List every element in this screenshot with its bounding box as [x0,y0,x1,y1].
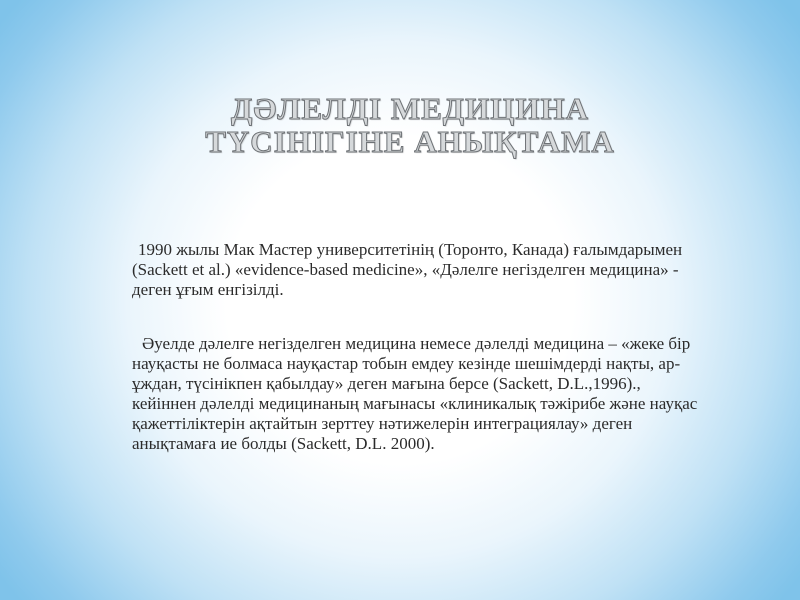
paragraph-2: Әуелде дәлелге негізделген медицина немесе дәлелді медицина – «жеке бір науқасты не болмаса науқастар тобын емдеу кезінде шешімдерді нақты, ар-ұждан, түсінікпен қабылдау» деген мағына берсе (Sackett, D.L.,1996)., кейіннен дәлелді медицинаның мағынасы «клиникалық тәжірибе және науқас қажеттіліктерін ақтайтын зерттеу нәтижелерін интеграциялау» деген анықтамаға ие болды (Sackett, D.L. 2000). [132,334,698,453]
slide-title-line-2: ТҮСІНІГІНЕ АНЫҚТАМА [205,124,615,159]
paragraph-1: 1990 жылы Мак Мастер университетінің (Торонто, Канада) ғалымдарымен (Sackett et al.) «evidence-based medicine», «Дәлелге негізделген медицина» - деген ұғым енгізілді. [132,240,683,299]
slide-title [150,92,670,158]
slide-title-line-1: ДӘЛЕЛДІ МЕДИЦИНА [231,91,589,126]
slide-body [132,240,702,454]
